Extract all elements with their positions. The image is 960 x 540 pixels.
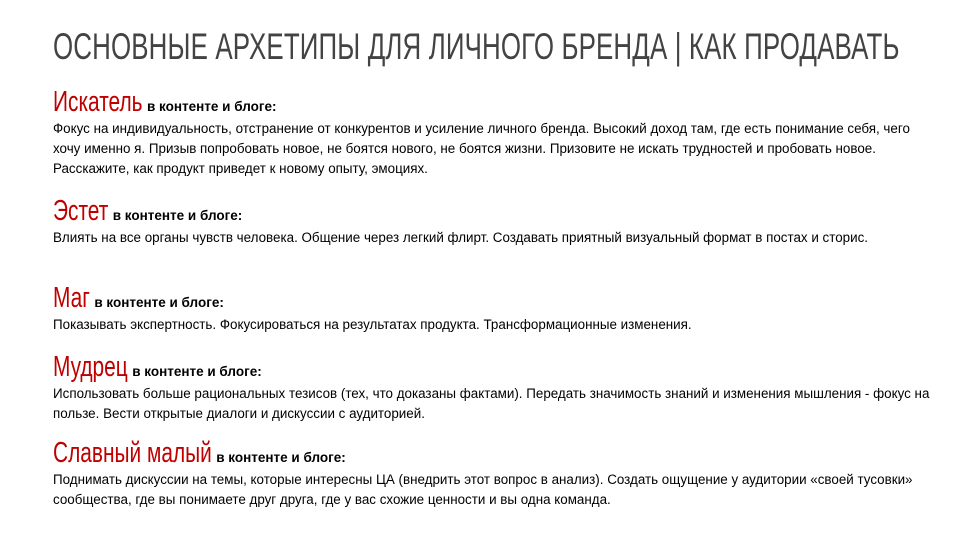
archetype-description: Показывать экспертность. Фокусироваться на результатах продукта. Трансформационные изменения. (53, 317, 692, 332)
archetype-subtitle: в контенте и блоге: (112, 208, 243, 223)
archetype-name: Мудрец (53, 351, 128, 383)
archetype-description: Фокус на индивидуальность, отстранение от конкурентов и усиление личного бренда. Высокий доход там, где есть понимание себя, чего хочу именно я. Призыв попробовать новое, не боятся нового, не боятся жизни. Призовите не искать трудностей и пробовать новое. Расскажите, как продукт приведет к новому опыту, эмоциях. (53, 121, 910, 176)
archetype-subtitle: в контенте и блоге: (216, 450, 346, 465)
archetype-sage (53, 351, 933, 424)
archetype-name: Искатель (53, 86, 143, 118)
slide-title: ОСНОВНЫЕ АРХЕТИПЫ ДЛЯ ЛИЧНОГО БРЕНДА | КАК ПРОДАВАТЬ (53, 26, 900, 67)
archetype-everyman (53, 437, 933, 510)
archetype-aesthete (53, 195, 933, 248)
archetype-description: Влиять на все органы чувств человека. Общение через легкий флирт. Создавать приятный визуальный формат в постах и сторис. (53, 230, 869, 245)
archetype-description: Поднимать дискуссии на темы, которые интересны ЦА (внедрить этот вопрос в анализ). Создать ощущение у аудитории «своей тусовки» сообщества, где вы понимаете друг друга, где у вас схожие ценности и вы одна команда. (53, 472, 913, 507)
archetype-subtitle: в контенте и блоге: (146, 99, 277, 114)
archetype-name: Маг (53, 282, 90, 314)
archetype-subtitle: в контенте и блоге: (132, 364, 262, 379)
archetype-name: Эстет (53, 195, 109, 227)
archetype-subtitle: в контенте и блоге: (94, 295, 224, 310)
archetype-magician (53, 282, 933, 335)
archetype-description: Использовать больше рациональных тезисов (тех, что доказаны фактами). Передать значимость знаний и изменения мышления - фокус на пользе. Вести открытые диалоги и дискуссии с аудиторией. (53, 386, 930, 421)
archetype-seeker (53, 86, 933, 179)
archetype-name: Славный малый (53, 437, 212, 469)
